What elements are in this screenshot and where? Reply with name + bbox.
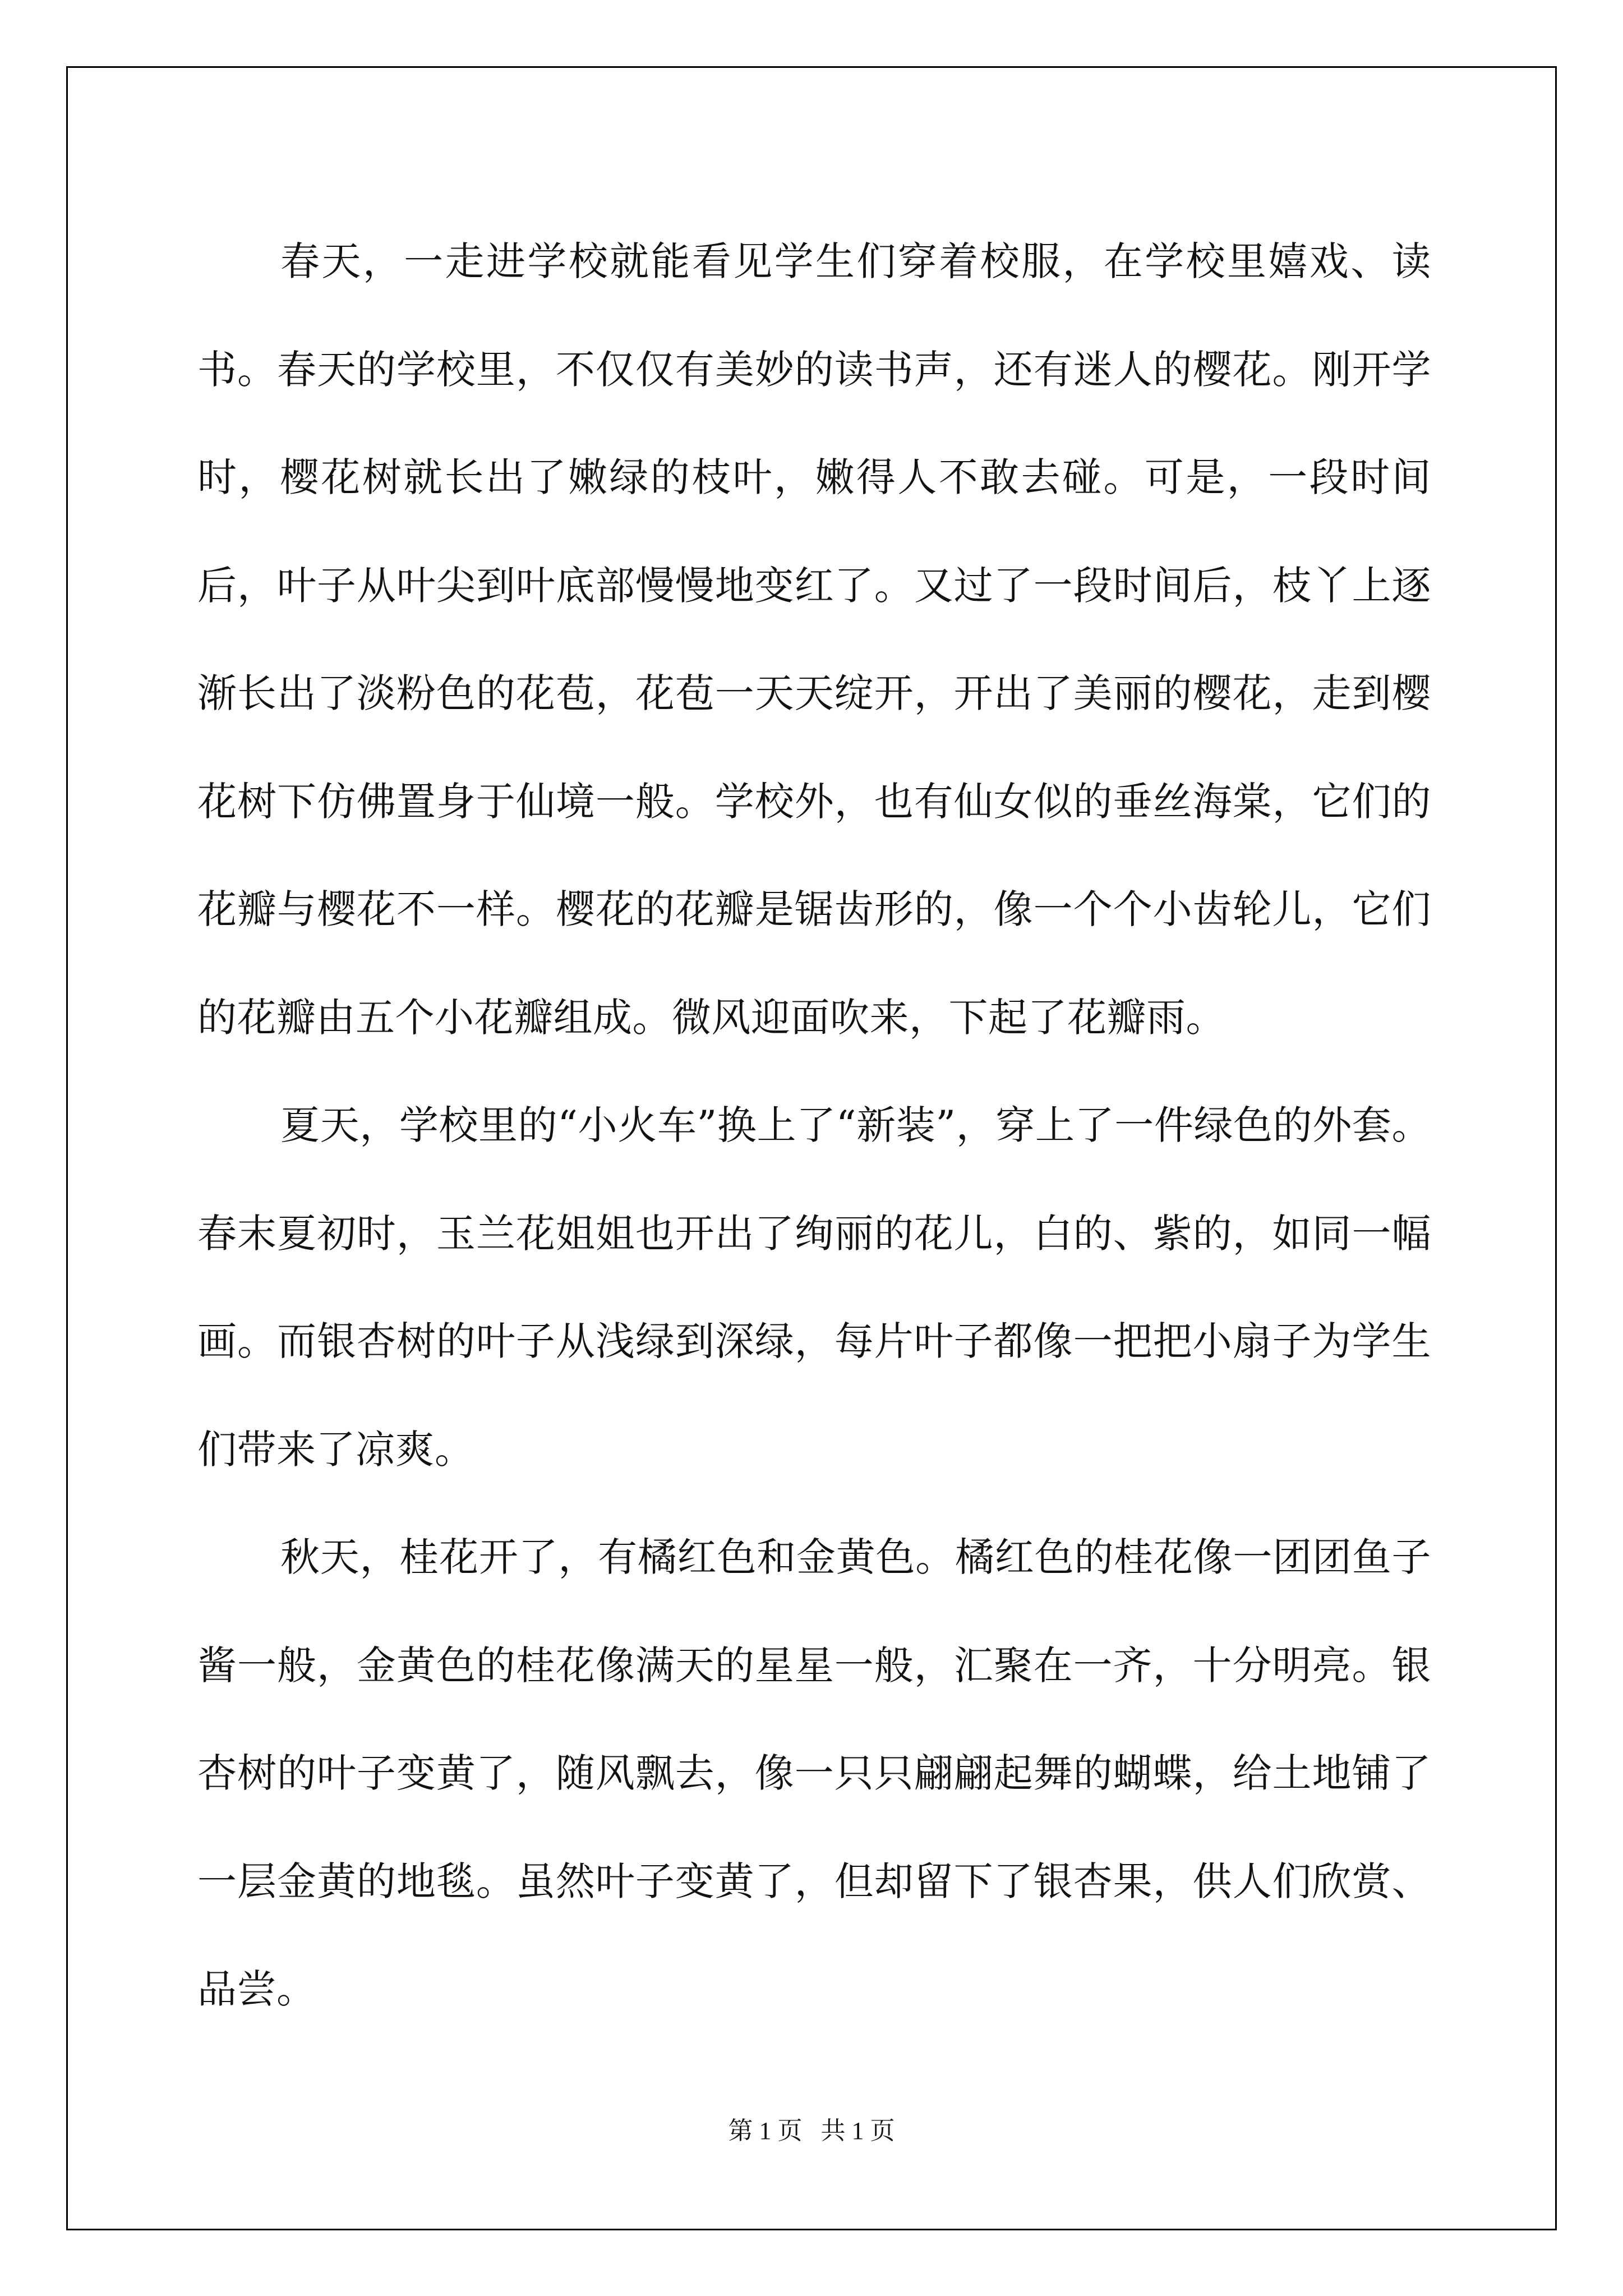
paragraph-autumn: 秋天，桂花开了，有橘红色和金黄色。橘红色的桂花像一团团鱼子酱一般，金黄色的桂花像满天的星星一般，汇聚在一齐，十分明亮。银杏树的叶子变黄了，随风飘去，像一只只翩翩起舞的蝴蝶，给土地铺了一层金黄的地毯。虽然叶子变黄了，但却留下了银杏果，供人们欣赏、品尝。	[197, 1534, 1431, 2012]
page-number-footer: 第 1 页 共 1 页	[728, 2117, 895, 2145]
document-body	[197, 208, 1431, 2044]
paragraph-spring: 春天，一走进学校就能看见学生们穿着校服，在学校里嬉戏、读书。春天的学校里，不仅仅有美妙的读书声，还有迷人的樱花。刚开学时，樱花树就长出了嫩绿的枝叶，嫩得人不敢去碰。可是，一段时间后，叶子从叶尖到叶底部慢慢地变红了。又过了一段时间后，枝丫上逐渐长出了淡粉色的花苞，花苞一天天绽开，开出了美丽的樱花，走到樱花树下仿佛置身于仙境一般。学校外，也有仙女似的垂丝海棠，它们的花瓣与樱花不一样。樱花的花瓣是锯齿形的，像一个个小齿轮儿，它们的花瓣由五个小花瓣组成。微风迎面吹来，下起了花瓣雨。	[197, 238, 1431, 1041]
paragraph-summer: 夏天，学校里的“小火车”换上了“新装”，穿上了一件绿色的外套。春末夏初时，玉兰花姐姐也开出了绚丽的花儿，白的、紫的，如同一幅画。而银杏树的叶子从浅绿到深绿，每片叶子都像一把把小扇子为学生们带来了凉爽。	[197, 1102, 1431, 1473]
